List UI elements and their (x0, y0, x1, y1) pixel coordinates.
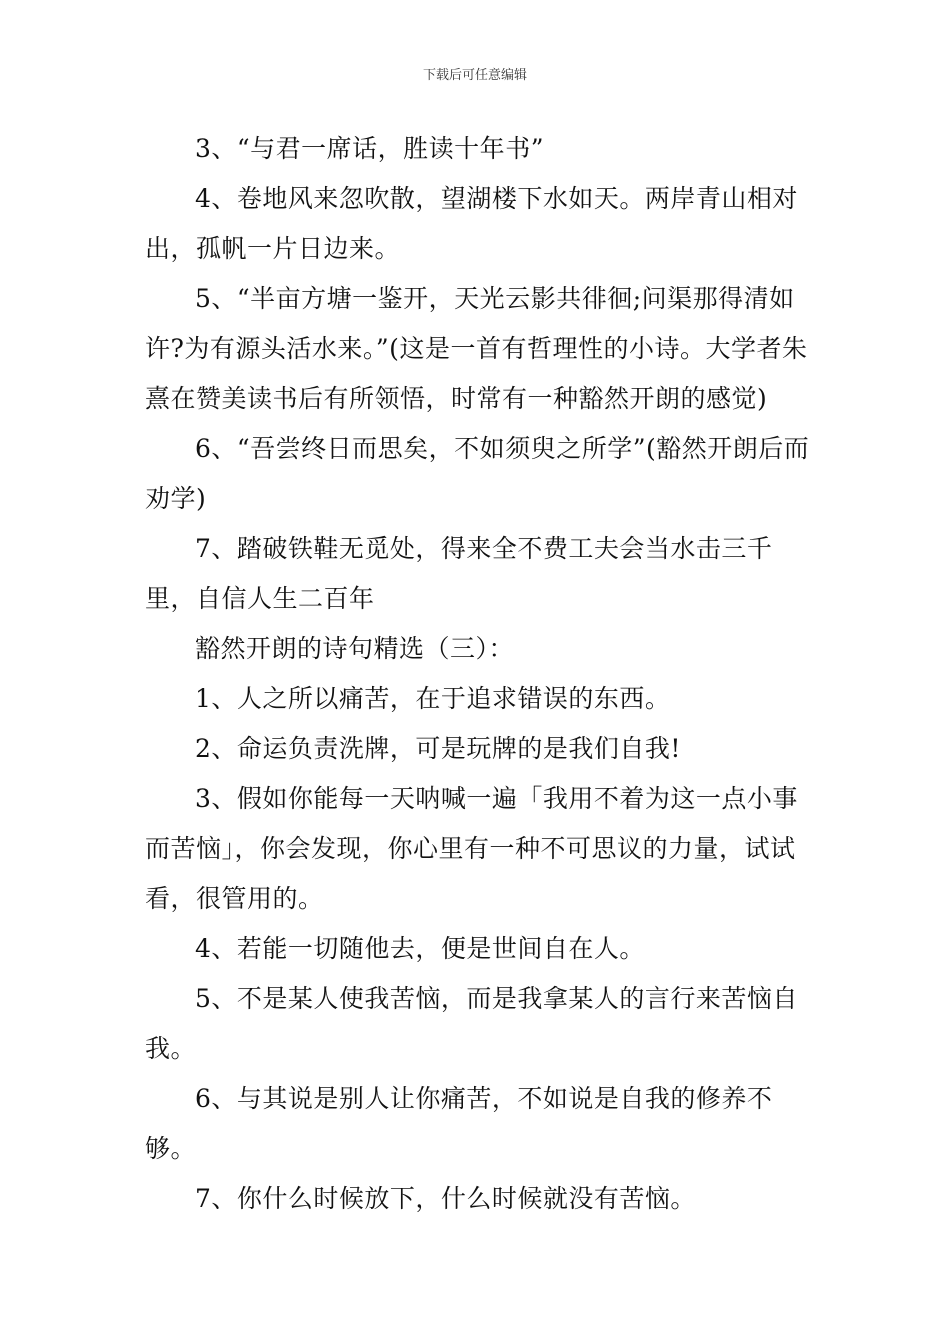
paragraph: 6、“吾尝终日而思矣，不如须臾之所学”(豁然开朗后而劝学) (145, 434, 810, 513)
paragraph: 1、人之所以痛苦，在于追求错误的东西。 (195, 684, 671, 713)
paragraph: 4、若能一切随他去，便是世间自在人。 (195, 934, 645, 963)
paragraph: 4、卷地风来忽吹散，望湖楼下水如天。两岸青山相对出，孤帆一片日边来。 (145, 184, 798, 263)
document-body (145, 124, 810, 1224)
paragraph: 3、假如你能每一天呐喊一遍「我用不着为这一点小事而苦恼」，你会发现，你心里有一种不可思议的力量，试试看，很管用的。 (145, 784, 798, 913)
paragraph: 6、与其说是别人让你痛苦，不如说是自我的修养不够。 (145, 1084, 773, 1163)
page-header: 下载后可任意编辑 (422, 68, 527, 83)
section-heading: 豁然开朗的诗句精选（三）： (195, 634, 515, 663)
paragraph: 5、不是某人使我苦恼，而是我拿某人的言行来苦恼自我。 (145, 984, 798, 1063)
paragraph: 3、“与君一席话，胜读十年书” (195, 134, 544, 163)
paragraph: 7、你什么时候放下，什么时候就没有苦恼。 (195, 1184, 696, 1213)
paragraph: 5、“半亩方塘一鉴开，天光云影共徘徊;问渠那得清如许?为有源头活水来。”(这是一首有哲理性的小诗。大学者朱熹在赞美读书后有所领悟，时常有一种豁然开朗的感觉) (145, 284, 808, 413)
paragraph: 2、命运负责洗牌，可是玩牌的是我们自我! (195, 734, 681, 763)
paragraph: 7、踏破铁鞋无觅处，得来全不费工夫会当水击三千里，自信人生二百年 (145, 534, 773, 613)
